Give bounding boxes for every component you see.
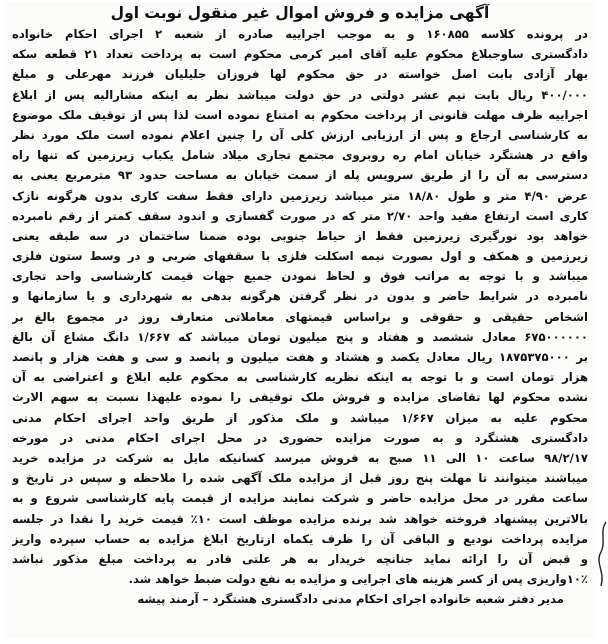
notice-line: واقع در هشتگرد خیابان امام ره روبروی مجتمع تجاری میلاد شامل یکباب زیرزمین که تنها راه — [12, 148, 588, 163]
notice-line: اجراییه ظرف مهلت قانونی از پرداخت محکوم به امتناع نموده است لذا پس از توقیف ملک موضوع — [12, 107, 588, 122]
notice-line: ۴۰۰/۰۰۰ ریال بابت نیم عشر دولتی در حق دولت میباشد نظر به اینکه مشارالیه پس از ابلاغ — [12, 87, 588, 102]
notice-line: اشخاص حقیقی و حقوقی و براساس قیمتهای معاملاتی متعارف روز در مجموع بالغ بر — [12, 309, 588, 324]
notice-line: و قبض آن را ارائه نماید جنانچه خریدار به هر علتی قادر به پرداخت مبلغ مذکور نباشد — [12, 551, 588, 566]
notice-line: میباشد و با توجه به مراتب فوق و لحاظ نمودن جمیع جهات قیمت کارشناسی واحد تجاری — [12, 269, 588, 284]
notice-body — [12, 24, 588, 589]
notice-line: در پرونده کلاسه ۱۶۰۸۵۵ و به موجب اجراییه صادره از شعبه ۲ اجرای احکام خانواده — [12, 27, 588, 41]
notice-line: نامبرده در شرایط حاضر و بدون در نظر گرفتن هرگونه بدهی به شهرداری و یا سازمانها و — [12, 289, 588, 304]
notice-line: ۹۸/۲/۱۷ ساعت ۱۰ الی ۱۱ صبح به فروش میرسد کسانیکه مایل به شرکت در مزایده خرید — [12, 450, 588, 465]
notice-line: ۶۷۵۰۰۰۰۰۰ معادل ششصد و هفتاد و پنج میلیون تومان میباشد که ۱/۶۶۷ دانگ مشاع آن بالغ — [12, 329, 588, 344]
auction-notice — [6, 2, 594, 638]
notice-line: هزار تومان است و با توجه به اینکه نظریه کارشناسی به محکوم علیه ابلاغ و اعتراضی به آن — [12, 370, 588, 385]
notice-line: دادگستری ساوجبلاغ محکوم علیه آقای امیر کرمی محکوم است به پرداخت تعداد ۲۱ قطعه سکه — [12, 47, 588, 62]
notice-line: زیرزمین و همکف و اول بصورت نیمه اسکلت فلزی با سقفهای ضربی و در وسط ستون فلزی — [12, 249, 588, 264]
notice-line: دسترسی به آن را از طریق سرویس پله از سمت خیابان به مساحت حدود ۹۳ مترمربع یعنی به — [12, 168, 588, 183]
notice-line: عرض ۴/۹۰ متر و طول ۱۸/۸۰ متر میباشد زیرزمین دارای فقط سفت کاری بدون هرگونه نازک — [12, 188, 588, 203]
margin-scribble-icon — [596, 520, 608, 590]
notice-signature: مدیر دفتر شعبه خانواده اجرای احکام مدنی دادگستری هشتگرد – آرمند پیشه — [137, 592, 564, 607]
notice-line: بالاترین پیشنهاد فروخته خواهد شد برنده مزایده موظف است ۱۰٪ قیمت خرید را نقدا در جلسه — [12, 511, 588, 526]
notice-line: دادگستری هشتگرد و به صورت مزایده حضوری در محل اجرای احکام مدنی در مورخه — [12, 430, 588, 445]
notice-line: بهار آزادی بابت اصل خواسته در حق محکوم لها فروزان جلیلیان فرزند مهرعلی و مبلغ — [12, 67, 588, 82]
notice-line: مزایده پرداخت نودیع و الباقی آن را ظرف یکماه ازتاریخ ابلاغ مزایده به حساب سپرده واریز — [12, 531, 588, 546]
notice-line: به کارشناسی ارجاع و پس از ارزیابی ارزش کلی آن را چنین اعلام نموده است ملک مورد نظر — [12, 127, 588, 142]
notice-title: آگهی مزایده و فروش اموال غیر منقول نوبت اول — [110, 4, 490, 22]
notice-line: نشده محکوم لها تقاضای مزایده و فروش ملک توقیفی را نموده علیهذا نسبت به سهم الارث — [12, 390, 588, 405]
notice-line: میباشند میتوانند تا مهلت پنج روز قبل از مزایده ملک آگهی شده را ملاحظه و سپس در تاریخ و — [12, 471, 588, 486]
notice-line: بر ۱۸۷۵۳۷۵۰۰۰ ریال معادل یکصد و هشتاد و هفت میلیون و پانصد و سی و هفت هزار و پانصد — [12, 350, 588, 364]
notice-line: کاری است ارتفاع مفید واحد ۲/۷۰ متر که در صورت گفسازی و اندود سقف کمتر از رقم نامبرده — [12, 208, 588, 223]
notice-line: ۱۰٪واریزی پس از کسر هزینه های اجرایی و مزایده به نفع دولت ضبط خواهد شد. — [128, 572, 588, 587]
notice-line: خواهد بود نورگیری زیرزمین فقط از حیاط جنوبی بوده ضمنا ساختمان در سه طبقه یعنی — [12, 228, 588, 243]
notice-line: ساعت مقرر در محل مزایده حاضر و شرکت نمایند مزایده از قیمت پایه کارشناسی شروع و به — [12, 491, 588, 506]
notice-line: محکوم علیه به میزان ۱/۶۶۷ میباشد و ملک مذکور از طریق واحد اجرای احکام مدنی — [12, 410, 588, 425]
